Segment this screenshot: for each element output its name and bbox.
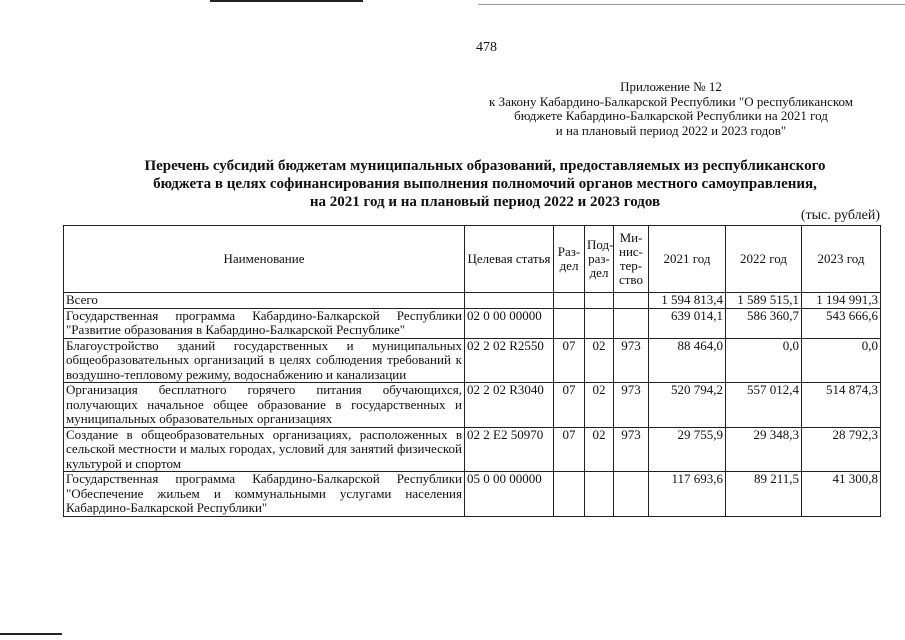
cell-section (554, 308, 585, 338)
cell-section: 07 (554, 338, 585, 383)
cell-subsection (585, 472, 614, 517)
title-line: бюджета в целях софинансирования выполнения полномочий органов местного самоуправления, (153, 176, 817, 192)
cell-name: Государственная программа Кабардино-Балкарской Республики "Обеспечение жильем и коммунальными услугами населения Кабардино-Балкарской Республики" (64, 472, 465, 517)
cell-2023: 514 874,3 (802, 383, 881, 428)
units-label: (тыс. рублей) (800, 208, 880, 223)
table-row (64, 338, 881, 383)
header-target: Целевая статья (465, 226, 554, 293)
cell-name: Государственная программа Кабардино-Балкарской Республики "Развитие образования в Кабардино-Балкарской Республике" (64, 308, 465, 338)
cell-section: 07 (554, 427, 585, 472)
cell-2022: 89 211,5 (726, 472, 802, 517)
cell-2021: 639 014,1 (649, 308, 726, 338)
cell-subsection: 02 (585, 427, 614, 472)
header-section: Раз-дел (554, 226, 585, 293)
cell-target: 02 2 E2 50970 (465, 427, 554, 472)
cell-2021: 88 464,0 (649, 338, 726, 383)
cell-2022: 29 348,3 (726, 427, 802, 472)
cell-name: Создание в общеобразовательных организациях, расположенных в сельской местности и малых городах, условий для занятий физической культурой и спортом (64, 427, 465, 472)
cell-2021: 29 755,9 (649, 427, 726, 472)
cell-ministry (614, 308, 649, 338)
appendix-line: Приложение № 12 (620, 79, 722, 94)
cell-target (465, 293, 554, 309)
cell-2021: 1 594 813,4 (649, 293, 726, 309)
cell-2023: 28 792,3 (802, 427, 881, 472)
document-title (110, 157, 860, 211)
cell-subsection (585, 308, 614, 338)
cell-target: 02 2 02 R3040 (465, 383, 554, 428)
appendix-reference (461, 80, 881, 138)
cell-ministry: 973 (614, 338, 649, 383)
appendix-line: бюджете Кабардино-Балкарской Республики на 2021 год (514, 108, 828, 123)
cell-target: 02 2 02 R2550 (465, 338, 554, 383)
cell-target: 02 0 00 00000 (465, 308, 554, 338)
appendix-line: к Закону Кабардино-Балкарской Республики "О республиканском (489, 93, 853, 109)
cell-2021: 117 693,6 (649, 472, 726, 517)
table-row (64, 293, 881, 309)
header-subsection: Под-раз-дел (585, 226, 614, 293)
cell-2022: 586 360,7 (726, 308, 802, 338)
cell-target: 05 0 00 00000 (465, 472, 554, 517)
header-2021: 2021 год (649, 226, 726, 293)
cell-2021: 520 794,2 (649, 383, 726, 428)
cell-name: Всего (64, 293, 465, 309)
header-2022: 2022 год (726, 226, 802, 293)
header-name: Наименование (64, 226, 465, 293)
bottom-rule (0, 633, 62, 635)
cell-ministry (614, 293, 649, 309)
cell-section (554, 472, 585, 517)
cell-section (554, 293, 585, 309)
subsidies-table (63, 225, 881, 517)
cell-2023: 543 666,6 (802, 308, 881, 338)
cell-2023: 1 194 991,3 (802, 293, 881, 309)
page-number: 478 (476, 40, 497, 55)
cell-2023: 41 300,8 (802, 472, 881, 517)
cell-2022: 0,0 (726, 338, 802, 383)
cell-ministry (614, 472, 649, 517)
appendix-line: и на плановый период 2022 и 2023 годов" (555, 122, 787, 138)
title-line: на 2021 год и на плановый период 2022 и 2023 годов (309, 194, 661, 210)
cell-name: Организация бесплатного горячего питания обучающихся, получающих начальное общее образование в государственных и муниципальных образовательных организациях (64, 383, 465, 428)
cell-section: 07 (554, 383, 585, 428)
table-row (64, 308, 881, 338)
cell-subsection: 02 (585, 383, 614, 428)
table-header-row (64, 226, 881, 293)
cell-2022: 557 012,4 (726, 383, 802, 428)
cell-2023: 0,0 (802, 338, 881, 383)
table-row (64, 472, 881, 517)
table-row (64, 383, 881, 428)
cell-subsection (585, 293, 614, 309)
table-row (64, 427, 881, 472)
cell-2022: 1 589 515,1 (726, 293, 802, 309)
top-rule-right (478, 4, 905, 5)
cell-name: Благоустройство зданий государственных и муниципальных общеобразовательных организаций в целях соблюдения требований к воздушно-тепловому режиму, водоснабжению и канализации (64, 338, 465, 383)
title-line: Перечень субсидий бюджетам муниципальных образований, предоставляемых из республиканского (144, 158, 826, 174)
cell-subsection: 02 (585, 338, 614, 383)
cell-ministry: 973 (614, 383, 649, 428)
top-rule (210, 0, 363, 2)
header-2023: 2023 год (802, 226, 881, 293)
cell-ministry: 973 (614, 427, 649, 472)
header-ministry: Ми-нис-тер-ство (614, 226, 649, 293)
